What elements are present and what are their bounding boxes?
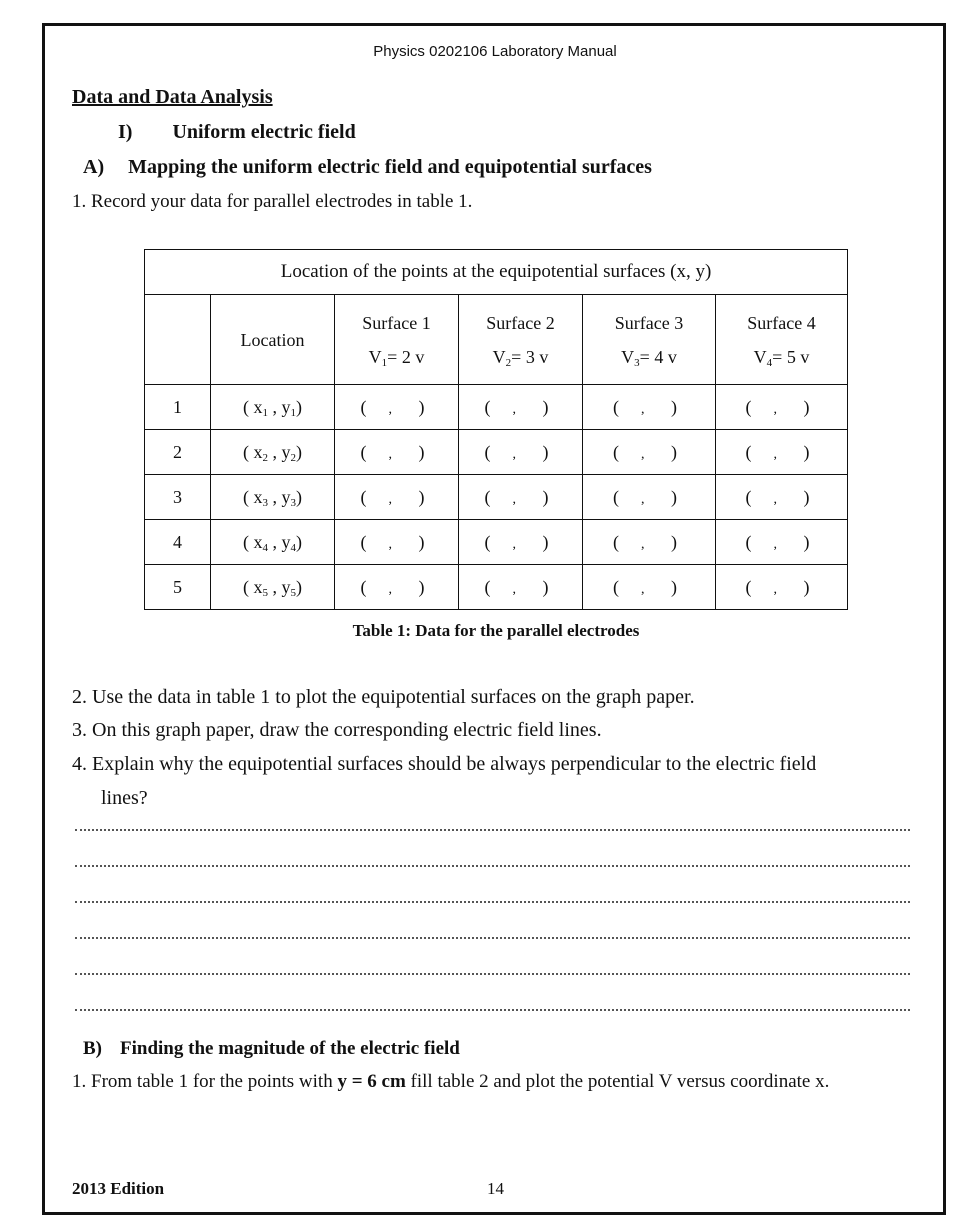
part-a-title: Mapping the uniform electric field and equipotential surfaces xyxy=(128,156,652,178)
answer-line[interactable] xyxy=(75,901,910,903)
coordinate-entry-cell[interactable]: ( , ) xyxy=(459,385,583,430)
footer-edition: 2013 Edition xyxy=(72,1179,165,1198)
answer-line[interactable] xyxy=(75,973,910,975)
header-surface-3: Surface 3 $V_3= 4$ v xyxy=(583,295,716,385)
row-number: 2 xyxy=(145,430,211,475)
header-title: Physics 0202106 Laboratory Manual xyxy=(373,43,617,60)
table-title: Location of the points at the equipotential surfaces (x, y) xyxy=(145,250,848,295)
coordinate-entry-cell[interactable]: ( , ) xyxy=(716,430,848,475)
question-4-continued: lines? xyxy=(101,787,148,809)
part-b-title: Finding the magnitude of the electric field xyxy=(120,1038,460,1059)
header-blank-cell xyxy=(145,295,211,385)
answer-line[interactable] xyxy=(75,865,910,867)
coordinate-entry-cell[interactable]: ( , ) xyxy=(335,430,459,475)
coordinate-entry-cell[interactable]: ( , ) xyxy=(459,430,583,475)
answer-line[interactable] xyxy=(75,829,910,831)
table-row xyxy=(145,475,848,520)
coordinate-entry-cell[interactable]: ( , ) xyxy=(583,565,716,610)
instruction-1: 1. Record your data for parallel electrodes in table 1. xyxy=(72,191,473,212)
coordinate-entry-cell[interactable]: ( , ) xyxy=(335,475,459,520)
table-header-row xyxy=(145,295,848,385)
table-row xyxy=(145,565,848,610)
part-b-instruction-1: 1. From table 1 for the points with y = 6 cm fill table 2 and plot the potential V versus coordinate x. xyxy=(72,1071,830,1092)
row-location: ( $x_1$ , $y_1$) xyxy=(211,385,335,430)
coordinate-entry-cell[interactable]: ( , ) xyxy=(459,520,583,565)
subsection-heading xyxy=(118,121,356,144)
coordinate-entry-cell[interactable]: ( , ) xyxy=(335,520,459,565)
data-table xyxy=(144,249,848,610)
part-b-heading xyxy=(83,1038,460,1060)
coordinate-entry-cell[interactable]: ( , ) xyxy=(459,565,583,610)
coordinate-entry-cell[interactable]: ( , ) xyxy=(583,385,716,430)
table-row xyxy=(145,520,848,565)
row-location: ( $x_3$ , $y_3$) xyxy=(211,475,335,520)
coordinate-entry-cell[interactable]: ( , ) xyxy=(335,565,459,610)
coordinate-entry-cell[interactable]: ( , ) xyxy=(335,385,459,430)
coordinate-entry-cell[interactable]: ( , ) xyxy=(583,520,716,565)
part-b-label: B) xyxy=(83,1038,102,1059)
coordinate-entry-cell[interactable]: ( , ) xyxy=(583,475,716,520)
part-a-label: A) xyxy=(83,156,105,178)
question-2: 2. Use the data in table 1 to plot the equipotential surfaces on the graph paper. xyxy=(72,686,695,708)
row-number: 3 xyxy=(145,475,211,520)
row-location: ( $x_5$ , $y_5$) xyxy=(211,565,335,610)
coordinate-entry-cell[interactable]: ( , ) xyxy=(583,430,716,475)
row-location: ( $x_2$ , $y_2$) xyxy=(211,430,335,475)
section-title: Data and Data Analysis xyxy=(72,86,273,108)
header-location: Location xyxy=(211,295,335,385)
header-surface-2: Surface 2 $V_2= 3$ v xyxy=(459,295,583,385)
subsection-title: Uniform electric field xyxy=(172,121,356,143)
row-number: 4 xyxy=(145,520,211,565)
footer-page-number: 14 xyxy=(487,1179,504,1198)
table-row xyxy=(145,385,848,430)
coordinate-entry-cell[interactable]: ( , ) xyxy=(716,565,848,610)
row-number: 1 xyxy=(145,385,211,430)
row-location: ( $x_4$ , $y_4$) xyxy=(211,520,335,565)
answer-line[interactable] xyxy=(75,937,910,939)
question-4: 4. Explain why the equipotential surfaces should be always perpendicular to the electric field xyxy=(72,753,817,775)
question-3: 3. On this graph paper, draw the corresponding electric field lines. xyxy=(72,719,602,741)
coordinate-entry-cell[interactable]: ( , ) xyxy=(716,475,848,520)
table-title-row xyxy=(145,250,848,295)
subsection-number: I) xyxy=(118,121,133,143)
row-number: 5 xyxy=(145,565,211,610)
header-surface-4: Surface 4 $V_4= 5$ v xyxy=(716,295,848,385)
coordinate-entry-cell[interactable]: ( , ) xyxy=(459,475,583,520)
part-a-heading xyxy=(83,156,652,179)
table-row xyxy=(145,430,848,475)
coordinate-entry-cell[interactable]: ( , ) xyxy=(716,385,848,430)
answer-line[interactable] xyxy=(75,1009,910,1011)
table-caption: Table 1: Data for the parallel electrodes xyxy=(352,621,640,640)
coordinate-entry-cell[interactable]: ( , ) xyxy=(716,520,848,565)
header-surface-1: Surface 1 $V_1= 2$ v xyxy=(335,295,459,385)
